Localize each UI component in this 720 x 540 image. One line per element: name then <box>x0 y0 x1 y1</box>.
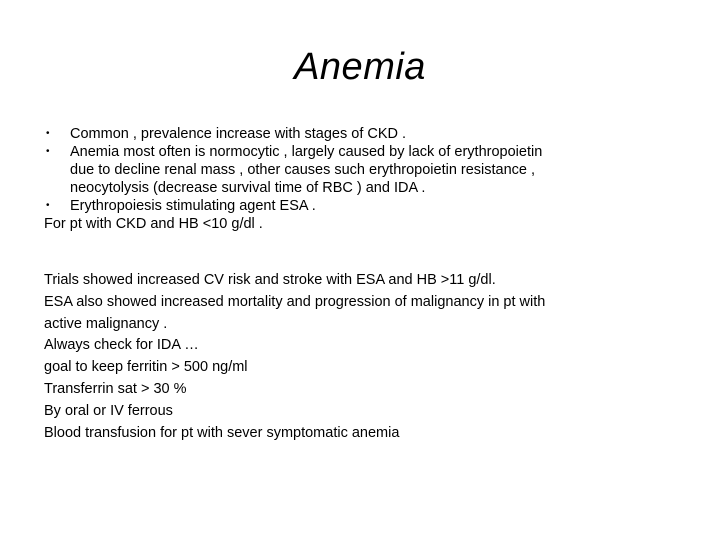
bullet-dot-icon: • <box>46 200 50 211</box>
bullet-item-anemia-cause <box>44 143 664 197</box>
note-line: Transferrin sat > 30 % <box>44 380 187 397</box>
bullet-line: Erythropoiesis stimulating agent ESA . <box>70 198 316 214</box>
bullet-text <box>70 197 664 215</box>
bullet-text <box>70 125 664 143</box>
bullet-list <box>44 125 664 233</box>
bullet-text <box>70 143 664 197</box>
notes-block <box>44 270 684 444</box>
bullet-line: due to decline renal mass , other causes such erythropoietin resistance , <box>70 162 536 178</box>
bullet-item-prevalence <box>44 125 664 143</box>
slide-title: Anemia <box>294 46 426 88</box>
bullet-item-esa <box>44 197 664 215</box>
note-line: By oral or IV ferrous <box>44 402 173 419</box>
note-line: ESA also showed increased mortality and progression of malignancy in pt with <box>44 293 546 310</box>
bullet-dot-icon: • <box>46 146 50 157</box>
note-line: Always check for IDA … <box>44 337 199 354</box>
note-line: goal to keep ferritin > 500 ng/ml <box>44 359 248 376</box>
note-line: Trials showed increased CV risk and stroke with ESA and HB >11 g/dl. <box>44 272 496 288</box>
note-line: active malignancy . <box>44 315 168 332</box>
bullet-line: Common , prevalence increase with stages of CKD . <box>70 126 407 142</box>
bullet-line: neocytolysis (decrease survival time of RBC ) and IDA . <box>70 180 426 196</box>
bullet-tail-line: For pt with CKD and HB <10 g/dl . <box>44 216 263 232</box>
bullet-dot-icon: • <box>46 128 50 139</box>
note-line: Blood transfusion for pt with sever symptomatic anemia <box>44 424 400 441</box>
bullet-line: Anemia most often is normocytic , largely caused by lack of erythropoietin <box>70 144 543 160</box>
